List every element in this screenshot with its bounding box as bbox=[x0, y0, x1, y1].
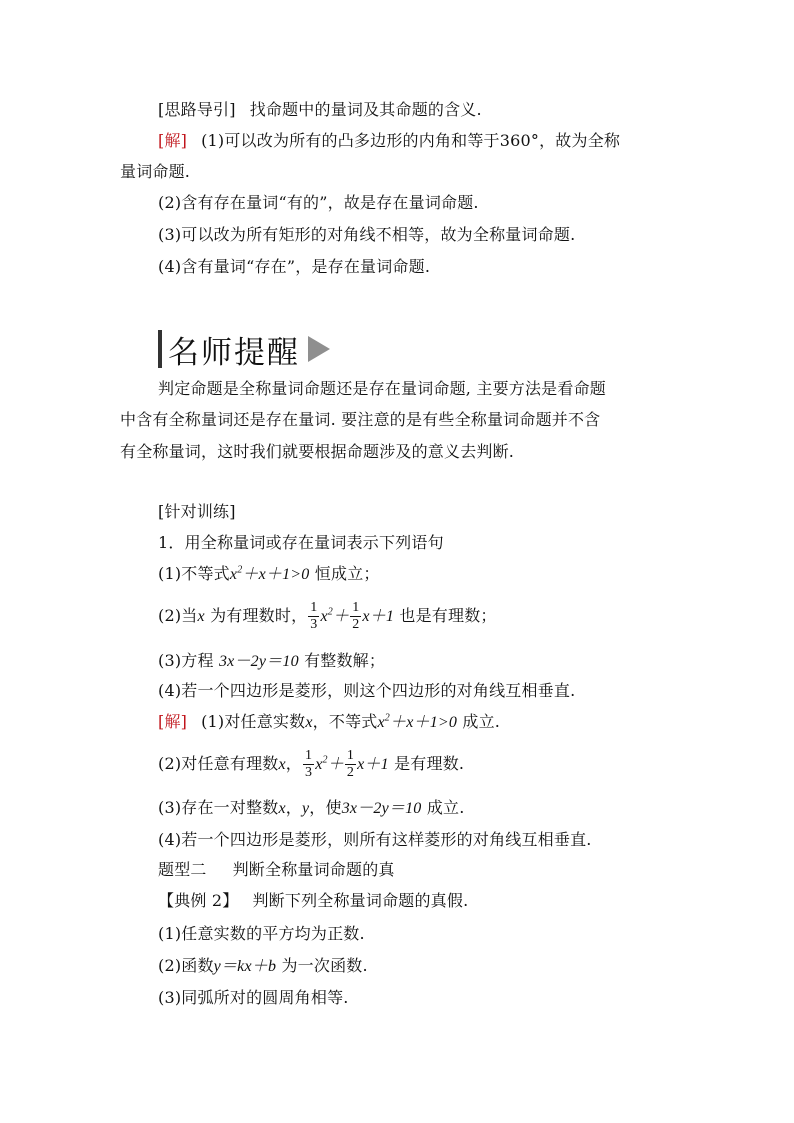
denominator: 2 bbox=[352, 617, 360, 632]
tip-para-line3: 有全称量词，这时我们就要根据命题涉及的意义去判断. bbox=[120, 442, 515, 461]
math: y bbox=[301, 800, 310, 817]
practice-item1 bbox=[158, 562, 380, 587]
superscript: 2 bbox=[322, 754, 328, 766]
fraction bbox=[308, 600, 319, 633]
text: (2)函数 bbox=[158, 956, 214, 975]
text: (2)对任意有理数 bbox=[158, 754, 279, 773]
math: x bbox=[229, 566, 238, 583]
solution2-line1 bbox=[158, 710, 500, 735]
text: (2)当 bbox=[158, 606, 198, 625]
solution-tag: [解] bbox=[158, 712, 188, 731]
math: x bbox=[377, 714, 385, 731]
type2-label: 题型二 bbox=[158, 860, 207, 879]
math: 3x－2y＝10 bbox=[218, 653, 299, 670]
math: x bbox=[278, 800, 286, 817]
practice-item2 bbox=[158, 600, 497, 633]
math: ＋x＋1>0 bbox=[390, 714, 458, 731]
numerator: 1 bbox=[310, 600, 318, 615]
math: y＝kx＋b bbox=[213, 958, 277, 975]
solution1-line3: (3)可以改为所有矩形的对角线不相等，故为全称量词命题. bbox=[158, 225, 576, 244]
numerator: 1 bbox=[346, 748, 355, 763]
text: 成立. bbox=[462, 712, 501, 731]
math: x bbox=[197, 608, 205, 625]
math: x bbox=[278, 756, 286, 773]
practice-item3 bbox=[158, 649, 385, 674]
fraction bbox=[303, 748, 314, 781]
math: ＋ bbox=[327, 756, 344, 773]
math: x＋1 bbox=[357, 756, 389, 773]
heading-bar bbox=[158, 330, 162, 368]
type2-line bbox=[158, 858, 395, 882]
superscript: 2 bbox=[327, 606, 333, 618]
tip-para-line2: 中含有全称量词还是存在量词. 要注意的是有些全称量词命题并不含 bbox=[120, 410, 601, 429]
solution1-text1: (1)可以改为所有的凸多边形的内角和等于360°，故为全称 bbox=[201, 131, 621, 150]
math: x＋1 bbox=[362, 608, 395, 625]
fraction bbox=[350, 600, 361, 633]
tip-heading bbox=[158, 328, 330, 370]
hint-line bbox=[158, 98, 482, 122]
text: (3)存在一对整数 bbox=[158, 798, 279, 817]
practice-label: [针对训练] bbox=[158, 502, 236, 521]
numerator: 1 bbox=[352, 600, 360, 615]
math: x bbox=[320, 608, 328, 625]
hint-label: [思路导引] bbox=[158, 100, 236, 119]
type2-text: 判断全称量词命题的真 bbox=[232, 860, 395, 879]
math: ＋ bbox=[333, 608, 350, 625]
practice-question: 1．用全称量词或存在量词表示下列语句 bbox=[158, 533, 444, 552]
text: ， bbox=[285, 798, 302, 817]
tip-title: 名师提醒 bbox=[168, 334, 300, 371]
solution1-line1b: 量词命题. bbox=[120, 162, 191, 181]
solution-tag: [解] bbox=[158, 131, 188, 150]
text: ，使 bbox=[309, 798, 342, 817]
text: 恒成立； bbox=[314, 564, 380, 583]
text: 有整数解； bbox=[304, 651, 386, 670]
superscript: 2 bbox=[237, 564, 243, 576]
solution2-line3 bbox=[158, 796, 465, 821]
text: 成立. bbox=[426, 798, 465, 817]
tip-para-line1: 判定命题是全称量词命题还是存在量词命题, 主要方法是看命题 bbox=[158, 379, 606, 398]
numerator: 1 bbox=[304, 748, 313, 763]
example2-item3: (3)同弧所对的圆周角相等. bbox=[158, 988, 349, 1007]
example2-text: 判断下列全称量词命题的真假. bbox=[252, 891, 469, 910]
denominator: 2 bbox=[346, 765, 355, 780]
example2-line bbox=[158, 889, 468, 913]
example2-label: 【典例 2】 bbox=[158, 891, 239, 910]
text: 为有理数时， bbox=[210, 606, 308, 625]
solution1-line1 bbox=[158, 129, 620, 153]
example2-item1: (1)任意实数的平方均为正数. bbox=[158, 924, 365, 943]
denominator: 3 bbox=[310, 617, 318, 632]
text: 为一次函数. bbox=[281, 956, 368, 975]
example2-item2 bbox=[158, 954, 368, 979]
solution1-line2: (2)含有存在量词“有的”，故是存在量词命题. bbox=[158, 193, 479, 212]
math: ＋x＋1>0 bbox=[242, 566, 310, 583]
text: (3)方程 bbox=[158, 651, 214, 670]
play-triangle-icon bbox=[308, 336, 330, 362]
text: (1)不等式 bbox=[158, 564, 230, 583]
math: x bbox=[315, 756, 323, 773]
text: ， bbox=[285, 754, 302, 773]
text: 是有理数. bbox=[394, 754, 465, 773]
text: (1)对任意实数 bbox=[201, 712, 306, 731]
math: 3x－2y＝10 bbox=[341, 800, 422, 817]
practice-item4: (4)若一个四边形是菱形，则这个四边形的对角线互相垂直. bbox=[158, 681, 576, 700]
solution2-line4: (4)若一个四边形是菱形，则所有这样菱形的对角线互相垂直. bbox=[158, 830, 592, 849]
fraction bbox=[345, 748, 356, 781]
superscript: 2 bbox=[384, 712, 390, 724]
solution1-line4: (4)含有量词“存在”，是存在量词命题. bbox=[158, 257, 431, 276]
hint-text: 找命题中的量词及其命题的含义. bbox=[249, 100, 482, 119]
math: x bbox=[305, 714, 313, 731]
denominator: 3 bbox=[304, 765, 313, 780]
solution2-line2 bbox=[158, 748, 464, 781]
text: ，不等式 bbox=[312, 712, 378, 731]
text: 也是有理数； bbox=[399, 606, 497, 625]
